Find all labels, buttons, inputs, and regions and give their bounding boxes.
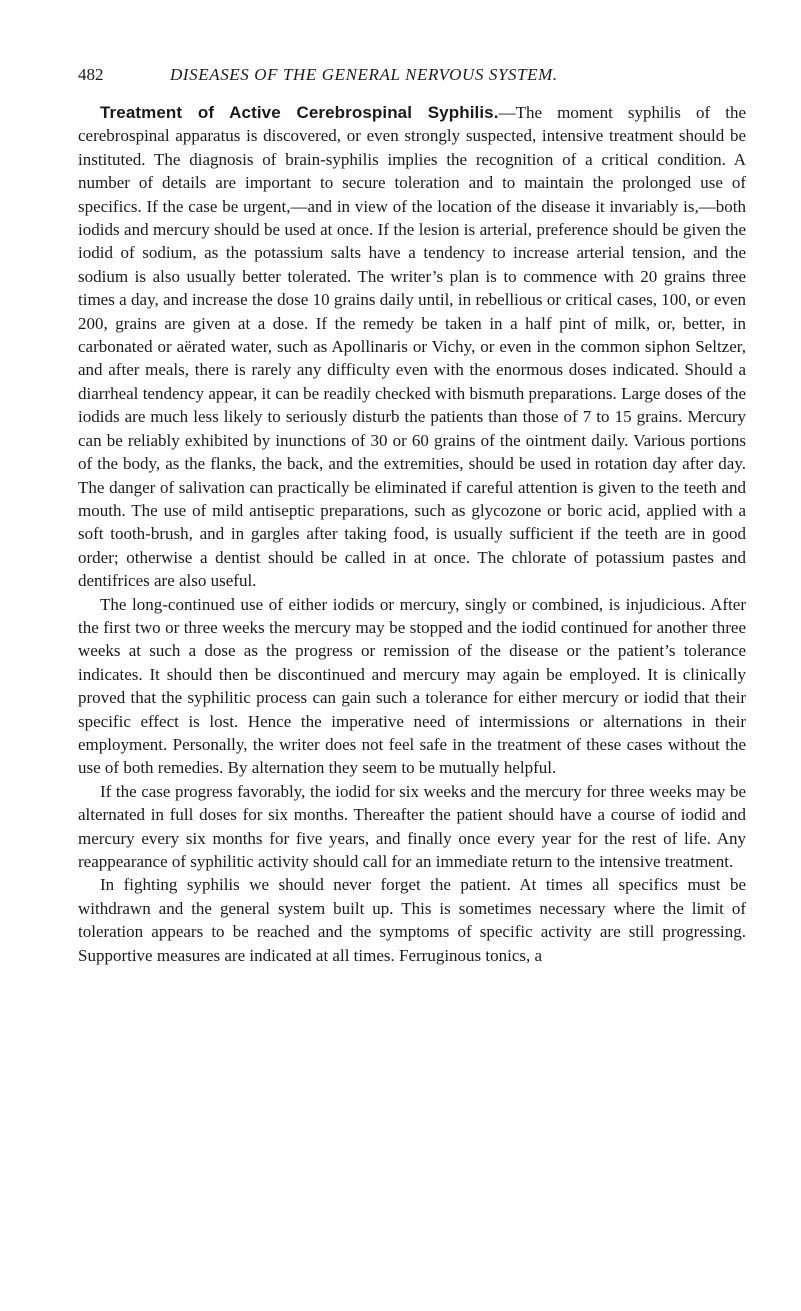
section-heading: Treatment of Active Cerebrospinal Syphilis. xyxy=(100,103,499,122)
paragraph: In fighting syphilis we should never forget the patient. At times all specifics must be withdrawn and the general system built up. This is sometimes necessary where the limit of toleration appears to be reached and the symptoms of specific activity are still progressing. Supportive measures are indicated at all times. Ferruginous tonics, a xyxy=(78,875,746,965)
running-header xyxy=(78,62,738,88)
body-text xyxy=(78,101,746,967)
paragraph: If the case progress favorably, the iodid for six weeks and the mercury for three weeks may be alternated in full doses for six months. Thereafter the patient should have a course of iodid and mercury every six months for five years, and finally once every year for the rest of life. Any reappearance of syphilitic activity should call for an immediate return to the intensive treatment. xyxy=(78,781,746,871)
running-title: DISEASES OF THE GENERAL NERVOUS SYSTEM. xyxy=(170,65,558,84)
page-number: 482 xyxy=(78,65,104,84)
paragraph-text: —The moment syphilis of the cerebrospinal apparatus is discovered, or even strongly suspected, intensive treatment should be instituted. The diagnosis of brain-syphilis implies the recognition of a critical condition. A number of details are important to secure toleration and to maintain the prolonged use of specifics. If the case be urgent,—and in view of the location of the disease it invariably is,—both iodids and mercury should be used at once. If the lesion is arterial, preference should be given the iodid of sodium, as the potassium salts have a tendency to increase arterial tension, and the sodium is also usually better tolerated. The writer’s plan is to commence with 20 grains three times a day, and increase the dose 10 grains daily until, in rebellious or critical cases, 100, or even 200, grains are given at a dose. If the remedy be taken in a half pint of milk, or, better, in carbonated or aërated water, such as Apollinaris or Vichy, or even in the common siphon Seltzer, and after meals, there is rarely any difficulty even with the enormous doses indicated. Should a diarrheal tendency appear, it can be readily checked with bismuth preparations. Large doses of the iodids are much less likely to seriously disturb the patients than those of 7 to 15 grains. Mercury can be reliably exhibited by inunctions of 30 or 60 grains of the ointment daily. Various portions of the body, as the flanks, the back, and the extremities, should be used in rotation day after day. The danger of salivation can practically be eliminated if careful attention is given to the teeth and mouth. The use of mild antiseptic preparations, such as glycozone or boric acid, applied with a soft tooth-brush, and in gargles after taking food, is usually sufficient if the teeth are in good order; otherwise a dentist should be called in at once. The chlorate of potassium pastes and dentifrices are also useful. xyxy=(78,103,746,591)
paragraph xyxy=(78,101,746,593)
paragraph: The long-continued use of either iodids or mercury, singly or combined, is injudicious. After the first two or three weeks the mercury may be stopped and the iodid continued for another three weeks at such a dose as the progress or remission of the disease or the patient’s tolerance indicates. It should then be discontinued and mercury may again be employed. It is clinically proved that the syphilitic process can gain such a tolerance for either mercury or iodid that their specific effect is lost. Hence the imperative need of intermissions or alternations in their employment. Personally, the writer does not feel safe in the treatment of these cases without the use of both remedies. By alternation they seem to be mutually helpful. xyxy=(78,594,746,778)
